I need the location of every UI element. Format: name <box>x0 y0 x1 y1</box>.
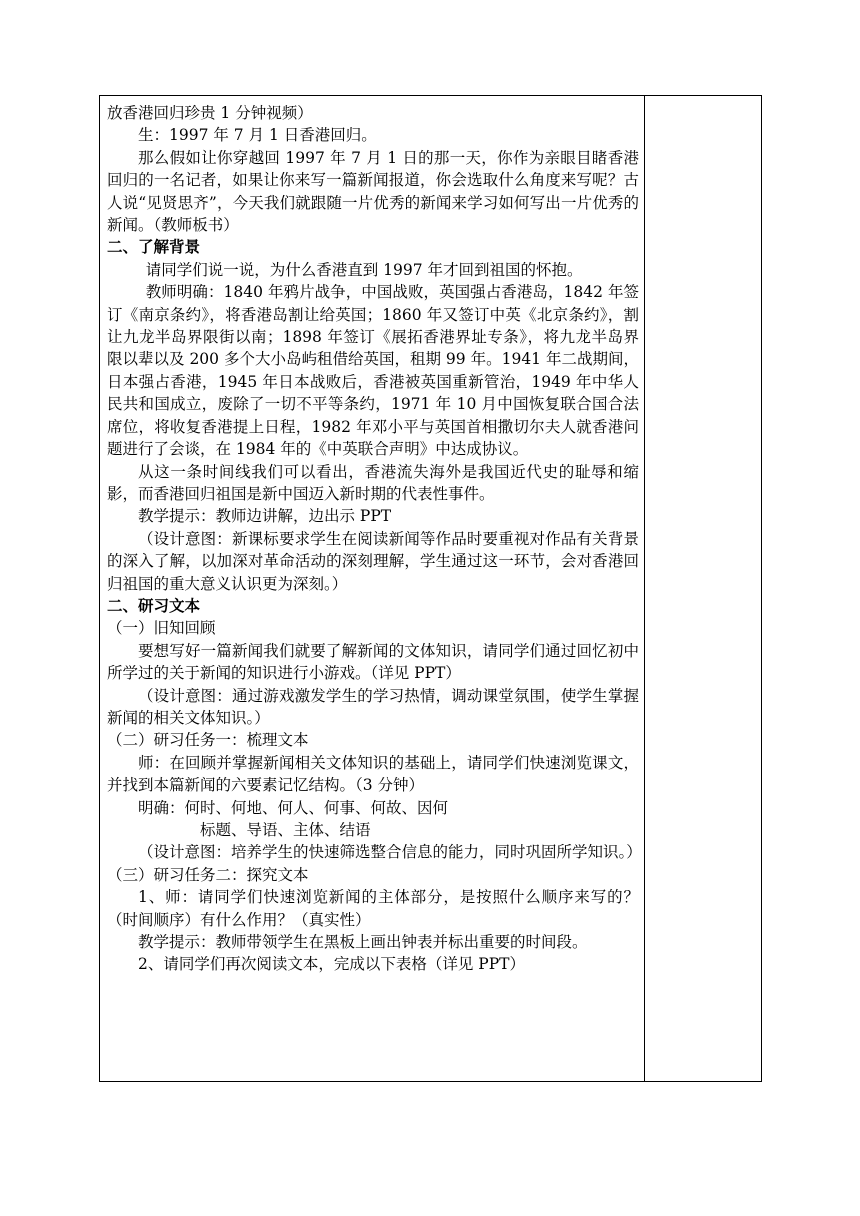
subsection-heading: （三）研习任务二：探究文本 <box>107 865 309 884</box>
paragraph: 放香港回归珍贵 1 分钟视频） <box>107 104 313 122</box>
paragraph: 1、师：请同学们快速浏览新闻的主体部分，是按照什么顺序来写的？（时间顺序）有什么作用？（真实性） <box>107 888 639 929</box>
paragraph: （设计意图：通过游戏激发学生的学习热情，调动课堂氛围，使学生掌握新闻的相关文体知识。） <box>107 686 639 727</box>
paragraph: 教学提示：教师带领学生在黑板上画出钟表并标出重要的时间段。 <box>138 933 588 952</box>
paragraph: 明确：何时、何地、何人、何事、何故、因何 <box>138 798 449 817</box>
paragraph: 生：1997 年 7 月 1 日香港回归。 <box>138 126 377 145</box>
paragraph: （设计意图：新课标要求学生在阅读新闻等作品时要重视对作品有关背景的深入了解，以加深对革命活动的深刻理解，学生通过这一环节，会对香港回归祖国的重大意义认识更为深刻。） <box>107 529 639 593</box>
column-divider <box>644 96 645 1081</box>
paragraph: 标题、导语、主体、结语 <box>200 821 371 839</box>
subsection-heading: （一）旧知回顾 <box>107 619 216 638</box>
paragraph: 教学提示：教师边讲解，边出示 PPT <box>138 507 392 526</box>
paragraph: 要想写好一篇新闻我们就要了解新闻的文体知识，请同学们通过回忆初中所学过的关于新闻的知识进行小游戏。（详见 PPT） <box>107 641 639 683</box>
subsection-heading: （二）研习任务一：梳理文本 <box>107 731 309 750</box>
paragraph: 教师明确：1840 年鸦片战争，中国战败，英国强占香港岛，1842 年签订《南京条约》，将香港岛割让给英国；1860 年又签订中英《北京条约》，割让九龙半岛界限街以南；1898 年签订《展拓香港界址专条》，将九龙半岛界限以辈以及 200 多个大小岛屿租借给英国，租期 99 年。1941 年二战期间，日本强占香港，1945 年日本战败后，香港被英国重新管治，1949 年中华人民共和国成立，废除了一切不平等条约，1971 年 10 月中国恢复联合国合法席位，将收复香港提上日程，1982 年邓小平与英国首相撒切尔夫人就香港问题进行了会谈，在 1984 年的《中英联合声明》中达成协议。 <box>107 283 639 459</box>
paragraph: 从这一条时间线我们可以看出，香港流失海外是我国近代史的耻辱和缩影，而香港回归祖国是新中国迈入新时期的代表性事件。 <box>107 462 639 503</box>
paragraph: 2、请同学们再次阅读文本，完成以下表格（详见 PPT） <box>138 955 525 974</box>
paragraph: （设计意图：培养学生的快速筛选整合信息的能力，同时巩固所学知识。） <box>138 843 642 862</box>
lesson-content-cell <box>107 102 642 976</box>
paragraph: 那么假如让你穿越回 1997 年 7 月 1 日的那一天，你作为亲眼目睹香港回归的一名记者，如果让你来写一篇新闻报道，你会选取什么角度来写呢？古人说“见贤思齐”，今天我们就跟随一片优秀的新闻来学习如何写出一片优秀的新闻。（教师板书） <box>107 148 639 235</box>
lesson-plan-table <box>99 95 762 1082</box>
paragraph: 请同学们说一说，为什么香港直到 1997 年才回到祖国的怀抱。 <box>145 260 583 279</box>
section-heading: 二、了解背景 <box>107 237 201 257</box>
section-heading: 二、研习文本 <box>107 595 201 615</box>
paragraph: 师：在回顾并掌握新闻相关文体知识的基础上，请同学们快速浏览课文，并找到本篇新闻的六要素记忆结构。（3 分钟） <box>107 753 639 795</box>
